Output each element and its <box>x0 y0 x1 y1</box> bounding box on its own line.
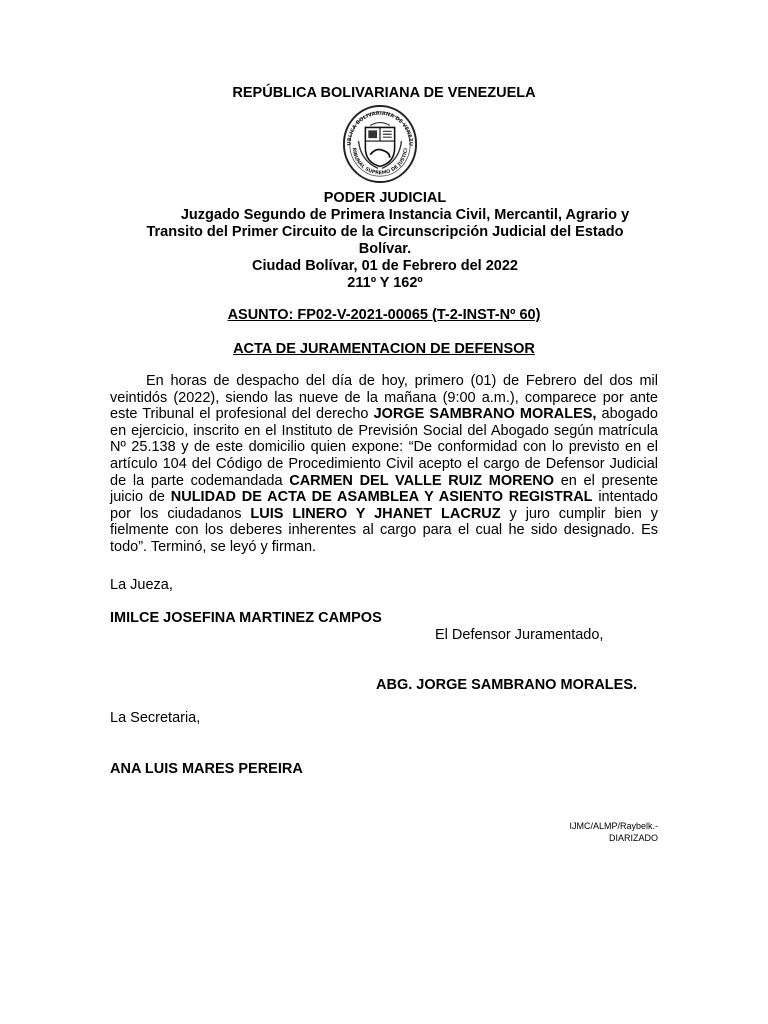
poder-judicial-heading: PODER JUDICIAL <box>323 190 447 206</box>
footer-initials: IJMC/ALMP/Raybelk.- <box>569 821 658 831</box>
jueza-label: La Jueza, <box>110 577 173 593</box>
defensor-label: El Defensor Juramentado, <box>435 627 604 643</box>
body-text-5: y juro cumplir bien y fielmente con los deberes inherentes al cargo para el cual he sido designado. Es todo”. Terminó, se leyó y firman. <box>110 505 659 555</box>
city-date: Ciudad Bolívar, 01 de Febrero del 2022 <box>252 258 518 274</box>
seal-text-bottom: RIBUNAL SUPREMO DE JUSTICI <box>350 147 410 177</box>
court-name-line-1: Juzgado Segundo de Primera Instancia Civil, Mercantil, Agrario y <box>180 207 630 223</box>
republic-heading: REPÚBLICA BOLIVARIANA DE VENEZUELA <box>232 85 536 101</box>
body-paragraph <box>110 373 658 556</box>
court-seal-icon <box>341 104 419 184</box>
body-bold-4: LUIS LINERO Y JHANET LACRUZ <box>250 505 501 522</box>
body-text-3: en el presente juicio de <box>110 472 658 506</box>
body-bold-2: CARMEN DEL VALLE RUIZ MORENO <box>289 472 554 489</box>
body-text-4: intentado por los ciudadanos <box>110 489 658 522</box>
jueza-name: IMILCE JOSEFINA MARTINEZ CAMPOS <box>110 610 382 626</box>
body-text-2: abogado en ejercicio, inscrito en el Instituto de Previsión Social del Abogado según matrícula Nº 25.138 y de este domicilio quien expone: “De conformidad con lo previsto en el artículo 104 del Código de Procedimiento Civil acepto el cargo de Defensor Judicial de la parte codemandada <box>110 406 658 489</box>
court-name-line-3: Bolívar. <box>358 241 412 257</box>
acta-title: ACTA DE JURAMENTACION DE DEFENSOR <box>233 341 535 357</box>
asunto-reference: ASUNTO: FP02-V-2021-00065 (T-2-INST-Nº 60) <box>227 307 541 323</box>
court-header <box>110 190 660 292</box>
court-name-line-2: Transito del Primer Circuito de la Circunscripción Judicial del Estado <box>146 224 624 240</box>
years-line: 211º Y 162º <box>347 275 423 291</box>
body-bold-1: JORGE SAMBRANO MORALES, <box>373 406 597 423</box>
secretaria-name: ANA LUIS MARES PEREIRA <box>110 761 303 777</box>
seal-text-top: UBLICA BOLIVARIANA DE VENEZU <box>346 110 414 147</box>
body-bold-3: NULIDAD DE ACTA DE ASAMBLEA Y ASIENTO REGISTRAL <box>170 489 593 506</box>
defensor-name: ABG. JORGE SAMBRANO MORALES. <box>376 677 638 693</box>
footer-reference <box>500 820 658 844</box>
body-text-1: En horas de despacho del día de hoy, primero (01) de Febrero del dos mil veintidós (2022), siendo las nueve de la mañana (9:00 a.m.), comparece por ante este Tribunal el profesional del derecho <box>110 373 658 423</box>
secretaria-label: La Secretaria, <box>110 710 201 726</box>
footer-status: DIARIZADO <box>608 833 658 843</box>
